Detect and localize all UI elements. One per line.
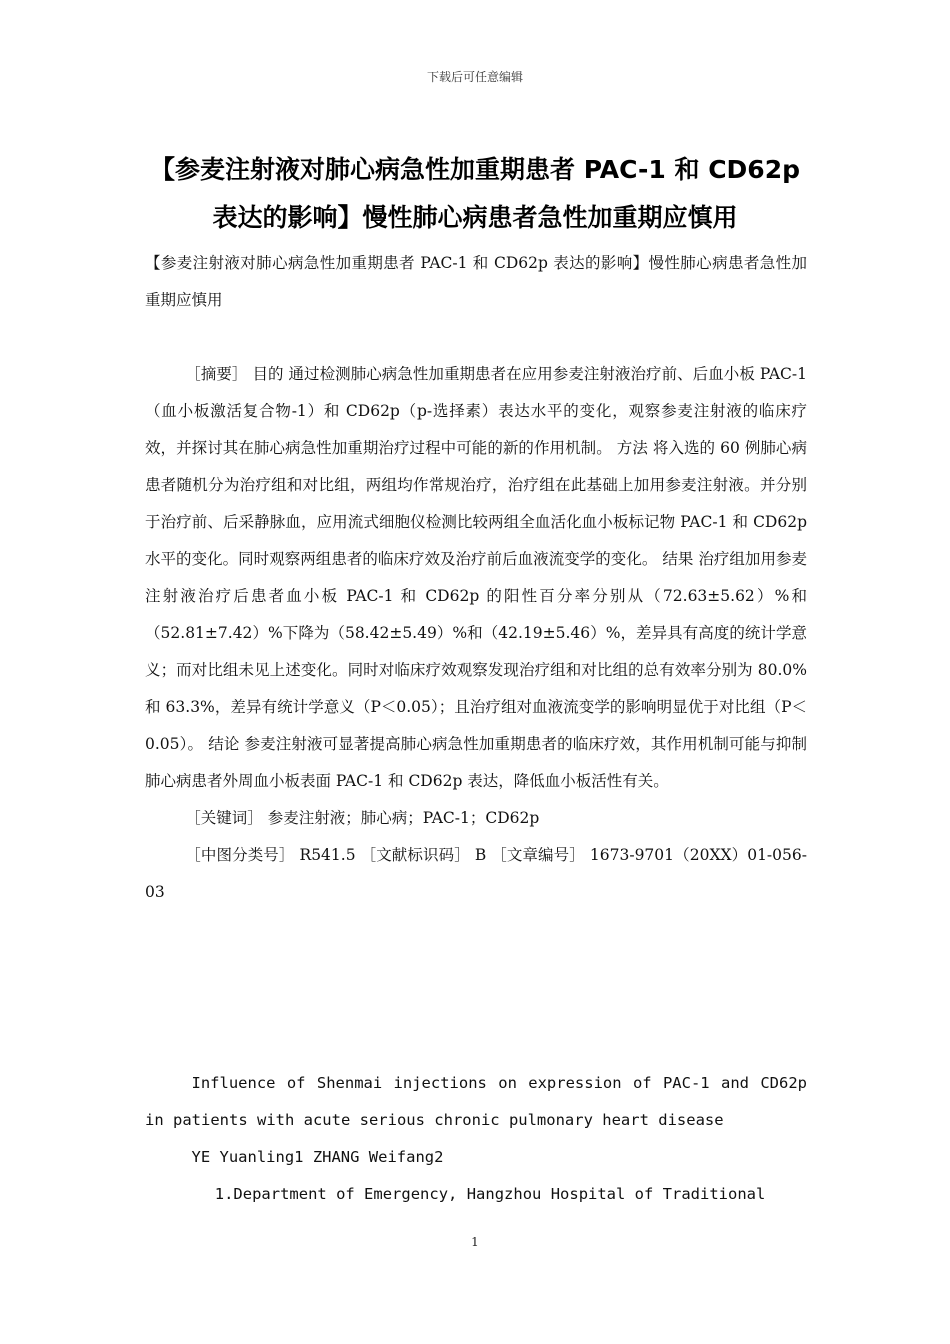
authors: YE Yuanling1 ZHANG Weifang2: [191, 1148, 444, 1166]
affiliation: 1.Department of Emergency, Hangzhou Hospital of Traditional: [214, 1185, 766, 1203]
abstract: ［摘要］ 目的 通过检测肺心病急性加重期患者在应用参麦注射液治疗前、后血小板 PAC-1（血小板激活复合物-1）和 CD62p（p-选择素）表达水平的变化，观察参麦注射液的临床疗效，并探讨其在肺心病急性加重期治疗过程中可能的新的作用机制。 方法 将入选的 60 例肺心病患者随机分为治疗组和对比组，两组均作常规治疗，治疗组在此基础上加用参麦注射液。并分别于治疗前、后采静脉血，应用流式细胞仪检测比较两组全血活化血小板标记物 PAC-1 和 CD62p 水平的变化。同时观察两组患者的临床疗效及治疗前后血液流变学的变化。 结果 治疗组加用参麦注射液治疗后患者血小板 PAC-1 和 CD62p 的阳性百分率分别从（72.63±5.62）%和（52.81±7.42）%下降为（58.42±5.49）%和（42.19±5.46）%，差异具有高度的统计学意义；而对比组未见上述变化。同时对临床疗效观察发现治疗组和对比组的总有效率分别为 80.0%和 63.3%，差异有统计学意义（P＜0.05）；且治疗组对血液流变学的影响明显优于对比组（P＜0.05）。 结论 参麦注射液可显著提高肺心病急性加重期患者的临床疗效，其作用机制可能与抑制肺心病患者外周血小板表面 PAC-1 和 CD62p 表达，降低血小板活性有关。: [145, 365, 807, 790]
subtitle: 【参麦注射液对肺心病急性加重期患者 PAC-1 和 CD62p 表达的影响】慢性肺心病患者急性加重期应慎用: [145, 254, 807, 309]
title-line-1: 【参麦注射液对肺心病急性加重期患者 PAC-1 和 CD62p: [150, 155, 800, 184]
english-block: [145, 1065, 807, 1213]
english-title: Influence of Shenmai injections on expression of PAC-1 and CD62p in patients with acute serious chronic pulmonary heart disease: [145, 1074, 807, 1129]
classification: ［中图分类号］ R541.5 ［文献标识码］ B ［文章编号］ 1673-9701（20XX）01-056-03: [145, 846, 807, 901]
keywords: ［关键词］ 参麦注射液；肺心病；PAC-1；CD62p: [185, 809, 540, 827]
abstract-block: [145, 356, 807, 911]
page-number: 1: [471, 1235, 479, 1249]
header-note: 下载后可任意编辑: [426, 70, 523, 84]
title-line-2: 表达的影响】慢性肺心病患者急性加重期应慎用: [212, 203, 738, 232]
